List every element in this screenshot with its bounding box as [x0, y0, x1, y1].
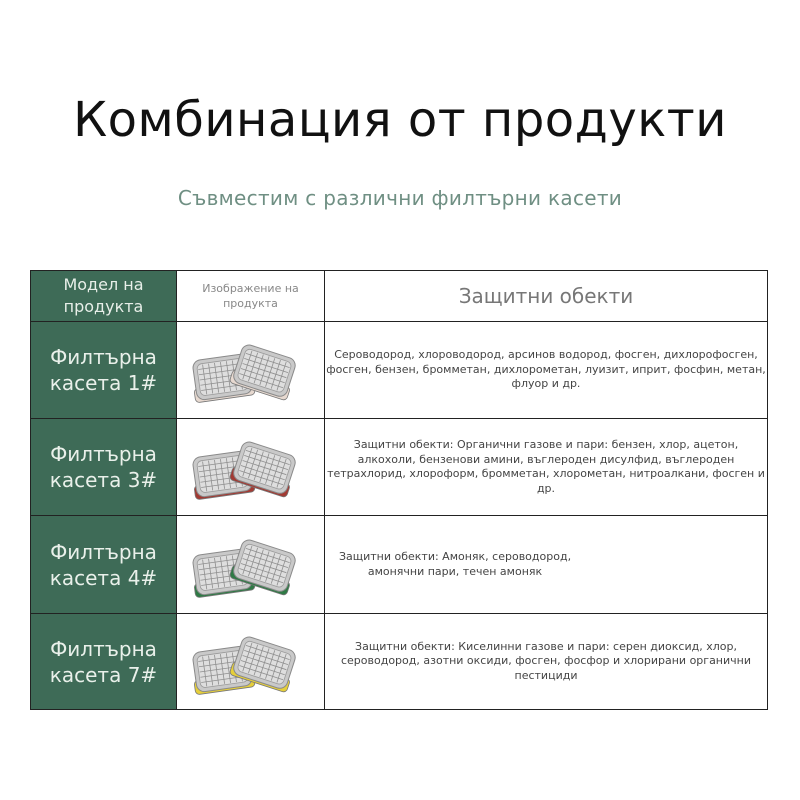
table-row — [31, 419, 768, 516]
header-model: Модел на продукта — [31, 271, 177, 322]
model-cell: Филтърна касета 4# — [31, 516, 177, 614]
header-protection: Защитни обекти — [325, 271, 768, 322]
cartridge-image — [186, 327, 316, 413]
description-cell — [325, 516, 768, 614]
product-image — [177, 322, 325, 419]
model-cell: Филтърна касета 1# — [31, 322, 177, 419]
table-row — [31, 516, 768, 614]
product-image — [177, 419, 325, 516]
header-image: Изображение на продукта — [177, 271, 325, 322]
model-cell: Филтърна касета 3# — [31, 419, 177, 516]
table-row — [31, 614, 768, 710]
page-subtitle: Съвместим с различни филтърни касети — [177, 186, 623, 210]
description-cell: Защитни обекти: Органични газове и пари: бензен, хлор, ацетон, алкохоли, бензенови амини, въглероден дисулфид, въглероден тетрахлорид, хлороформ, бромметан, хлорометан, нитроалкани, фосген и др. — [325, 419, 768, 516]
description-text: Защитни обекти: Амоняк, сероводород, амонячни пари, течен амоняк — [338, 550, 572, 578]
table-header-row — [31, 271, 768, 322]
cartridge-image — [186, 424, 316, 510]
description-cell: Сероводород, хлороводород, арсинов водород, фосген, дихлорофосген, фосген, бензен, бромметан, дихлорометан, луизит, иприт, фосфин, метан, флуор и др. — [325, 322, 768, 419]
table-row — [31, 322, 768, 419]
product-image — [177, 614, 325, 710]
description-cell: Защитни обекти: Киселинни газове и пари: серен диоксид, хлор, сероводород, азотни оксиди, фосген, фосфор и хлорирани органични пестициди — [325, 614, 768, 710]
cartridge-image — [186, 619, 316, 705]
cartridge-image — [186, 522, 316, 608]
product-table — [30, 270, 768, 710]
model-cell: Филтърна касета 7# — [31, 614, 177, 710]
page-title: Комбинация от продукти — [73, 92, 727, 148]
product-image — [177, 516, 325, 614]
